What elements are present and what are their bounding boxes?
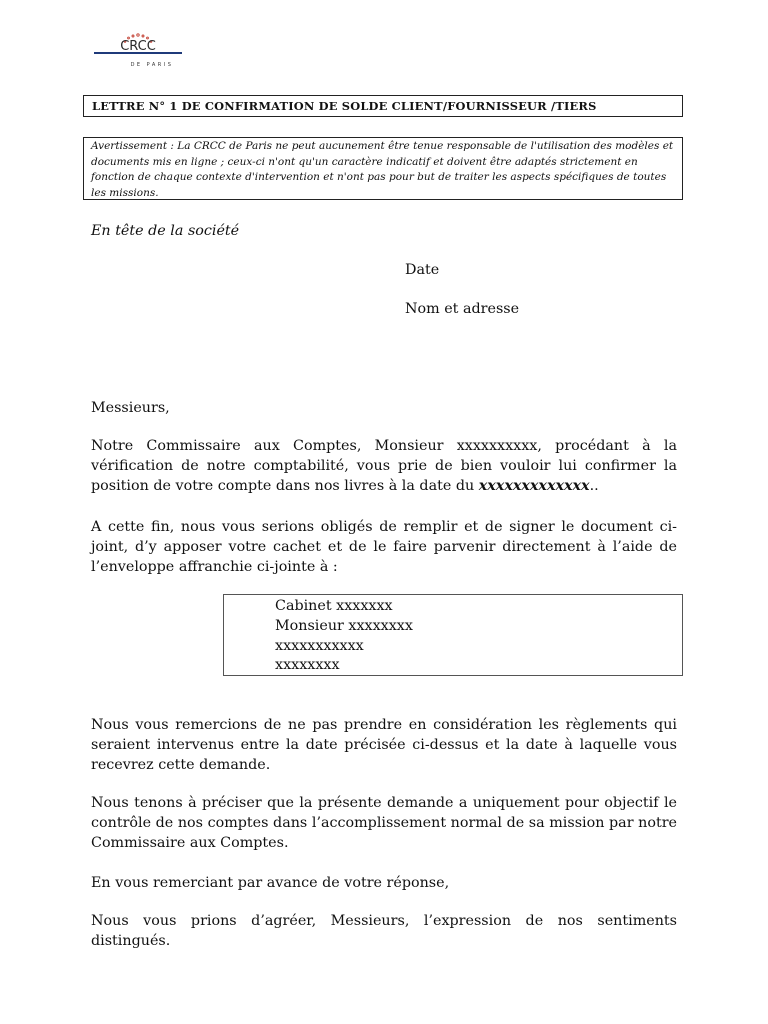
logo-text: CRCC xyxy=(120,39,156,54)
crcc-logo-graphic xyxy=(92,24,184,74)
paragraph-regulations: Nous vous remercions de ne pas prendre en considération les règlements qui seraient intervenus entre la date précisée ci-dessus et la date à laquelle vous recevrez cette demande. xyxy=(91,717,677,773)
paragraph-closing: Nous vous prions d’agréer, Messieurs, l’expression de nos sentiments distingués. xyxy=(91,913,677,949)
paragraph-objective: Nous tenons à préciser que la présente demande a uniquement pour objectif le contrôle de nos comptes dans l’accomplissement normal de sa mission par notre Commissaire aux Comptes. xyxy=(91,795,677,851)
logo-subtext: DE PARIS xyxy=(130,62,174,68)
cabinet-address-box xyxy=(223,594,683,676)
salutation: Messieurs, xyxy=(91,400,170,416)
cabinet-line: Cabinet xxxxxxx xyxy=(275,598,393,614)
paragraph-verification xyxy=(91,436,677,496)
disclaimer-box: Avertissement : La CRCC de Paris ne peut aucunement être tenue responsable de l'utilisation des modèles et documents mis en ligne ; ceux-ci n'ont qu'un caractère indicatif et doivent être adaptés strictement en fonction de chaque contexte d'intervention et n'ont pas pour but de traiter les aspects spécifiques de toutes les missions. xyxy=(83,137,683,200)
paragraph-verification-tail: .. xyxy=(589,478,599,494)
paragraph-verification-text: Notre Commissaire aux Comptes, Monsieur xxxxxxxxxx, procédant à la vérification de notre comptabilité, vous prie de bien vouloir lui confirmer la position de votre compte dans nos livres à la date du xyxy=(91,438,677,494)
cabinet-line: xxxxxxxx xyxy=(275,657,340,674)
date-placeholder: xxxxxxxxxxxxx xyxy=(478,478,590,494)
letterhead-line: En tête de la société xyxy=(91,223,240,239)
paragraph-instructions: A cette fin, nous vous serions obligés de remplir et de signer le document ci-joint, d’y apposer votre cachet et de le faire parvenir directement à l’aide de l’enveloppe affranchie ci-jointe à : xyxy=(91,519,677,575)
name-address-label: Nom et adresse xyxy=(405,301,520,317)
paragraph-thanks: En vous remerciant par avance de votre réponse, xyxy=(91,875,450,891)
crcc-logo xyxy=(92,24,184,74)
document-title: LETTRE N° 1 DE CONFIRMATION DE SOLDE CLIENT/FOURNISSEUR /TIERS xyxy=(83,95,683,117)
date-label: Date xyxy=(405,262,440,278)
cabinet-line: Monsieur xxxxxxxx xyxy=(275,617,413,634)
cabinet-line: xxxxxxxxxxx xyxy=(275,637,364,654)
